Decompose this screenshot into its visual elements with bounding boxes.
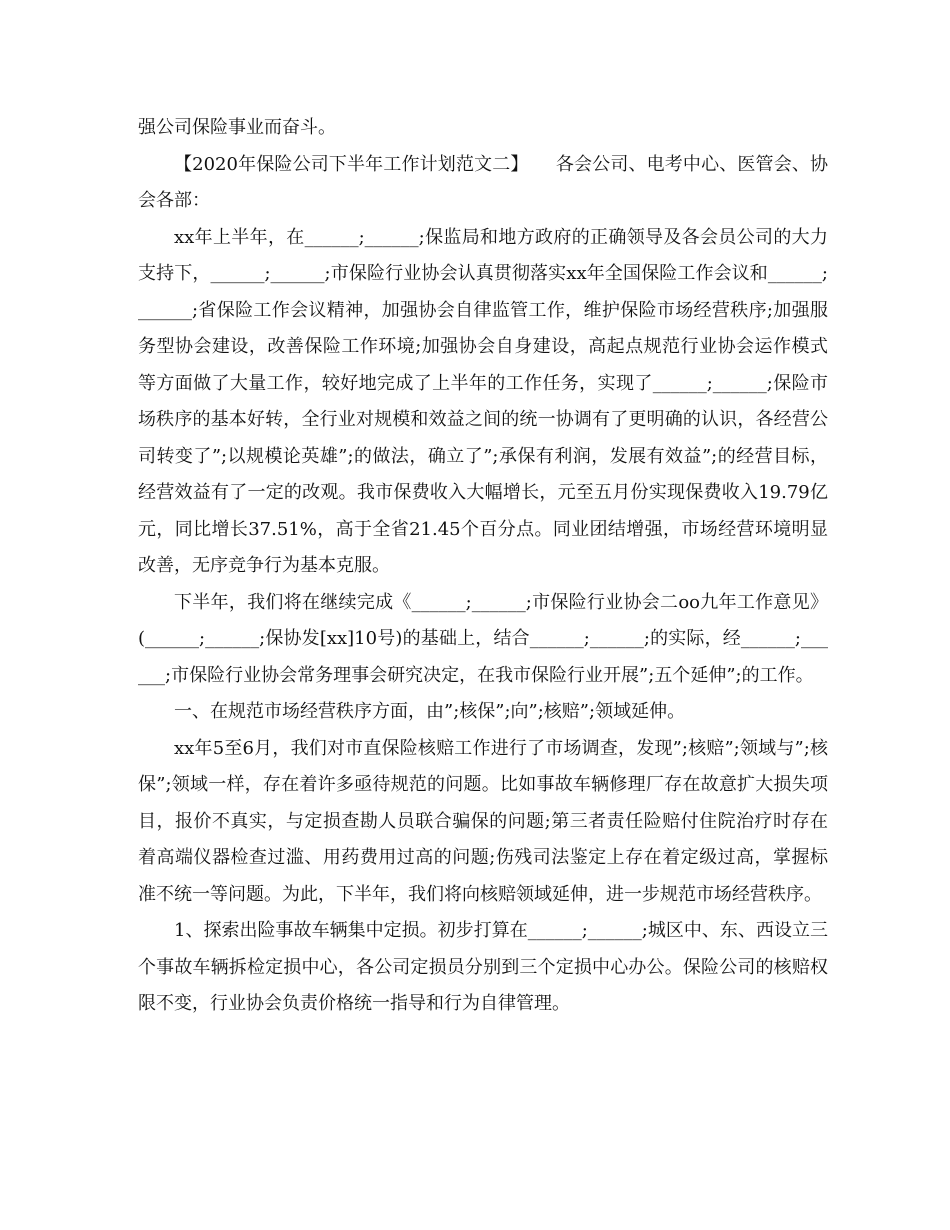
- paragraph-first-half-summary: xx年上半年，在______;______;保监局和地方政府的正确领导及各会员公司的大力支持下，______;______;市保险行业协会认真贯彻落实xx年全国保险工作会议和______;______;省保险工作会议精神，加强协会自律监管工作，维护保险市场经营秩序;加强服务型协会建设，改善保险工作环境;加强协会自身建设，高起点规范行业协会运作模式等方面做了大量工作，较好地完成了上半年的工作任务，实现了______;______;保险市场秩序的基本好转，全行业对规模和效益之间的统一协调有了更明确的认识，各经营公司转变了”;以规模论英雄”;的做法，确立了”;承保有利润，发展有效益”;的经营目标，经营效益有了一定的改观。我市保费收入大幅增长，元至五月份实现保费收入19.79亿元，同比增长37.51%，高于全省21.45个百分点。同业团结增强，市场经营环境明显改善，无序竞争行为基本克服。: [138, 226, 828, 576]
- paragraph-centralized-assessment: 1、探索出险事故车辆集中定损。初步打算在______;______;城区中、东、西设立三个事故车辆拆检定损中心，各公司定损员分别到三个定损中心办公。保险公司的核赔权限不变，行业协会负责价格统一指导和行为自律管理。: [138, 920, 828, 1014]
- paragraph-section-heading: 【2020年保险公司下半年工作计划范文二】 各会公司、电考中心、医管会、协会各部：: [138, 153, 828, 211]
- paragraph-claims-survey: xx年5至6月，我们对市直保险核赔工作进行了市场调查，发现”;核赔”;领域与”;核保”;领域一样，存在着许多亟待规范的问题。比如事故车辆修理厂存在故意扩大损失项目，报价不真实，与定损查勘人员联合骗保的问题;第三者责任险赔付住院治疗时存在着高端仪器检查过滥、用药费用过高的问题;伤残司法鉴定上存在着定级过高，掌握标准不统一等问题。为此，下半年，我们将向核赔领域延伸，进一步规范市场经营秩序。: [138, 737, 828, 905]
- document-body: [138, 110, 828, 1023]
- paragraph-item-one-heading: 一、在规范市场经营秩序方面，由”;核保”;向”;核赔”;领域延伸。: [174, 701, 686, 722]
- paragraph-closing-line: 强公司保险事业而奋斗。: [138, 117, 336, 138]
- paragraph-second-half-plan: 下半年，我们将在继续完成《______;______;市保险行业协会二oo九年工作意见》(______;______;保协发[xx]10号)的基础上，结合______;______;的实际，经______;______;市保险行业协会常务理事会研究决定，在我市保险行业开展”;五个延伸”;的工作。: [138, 591, 828, 686]
